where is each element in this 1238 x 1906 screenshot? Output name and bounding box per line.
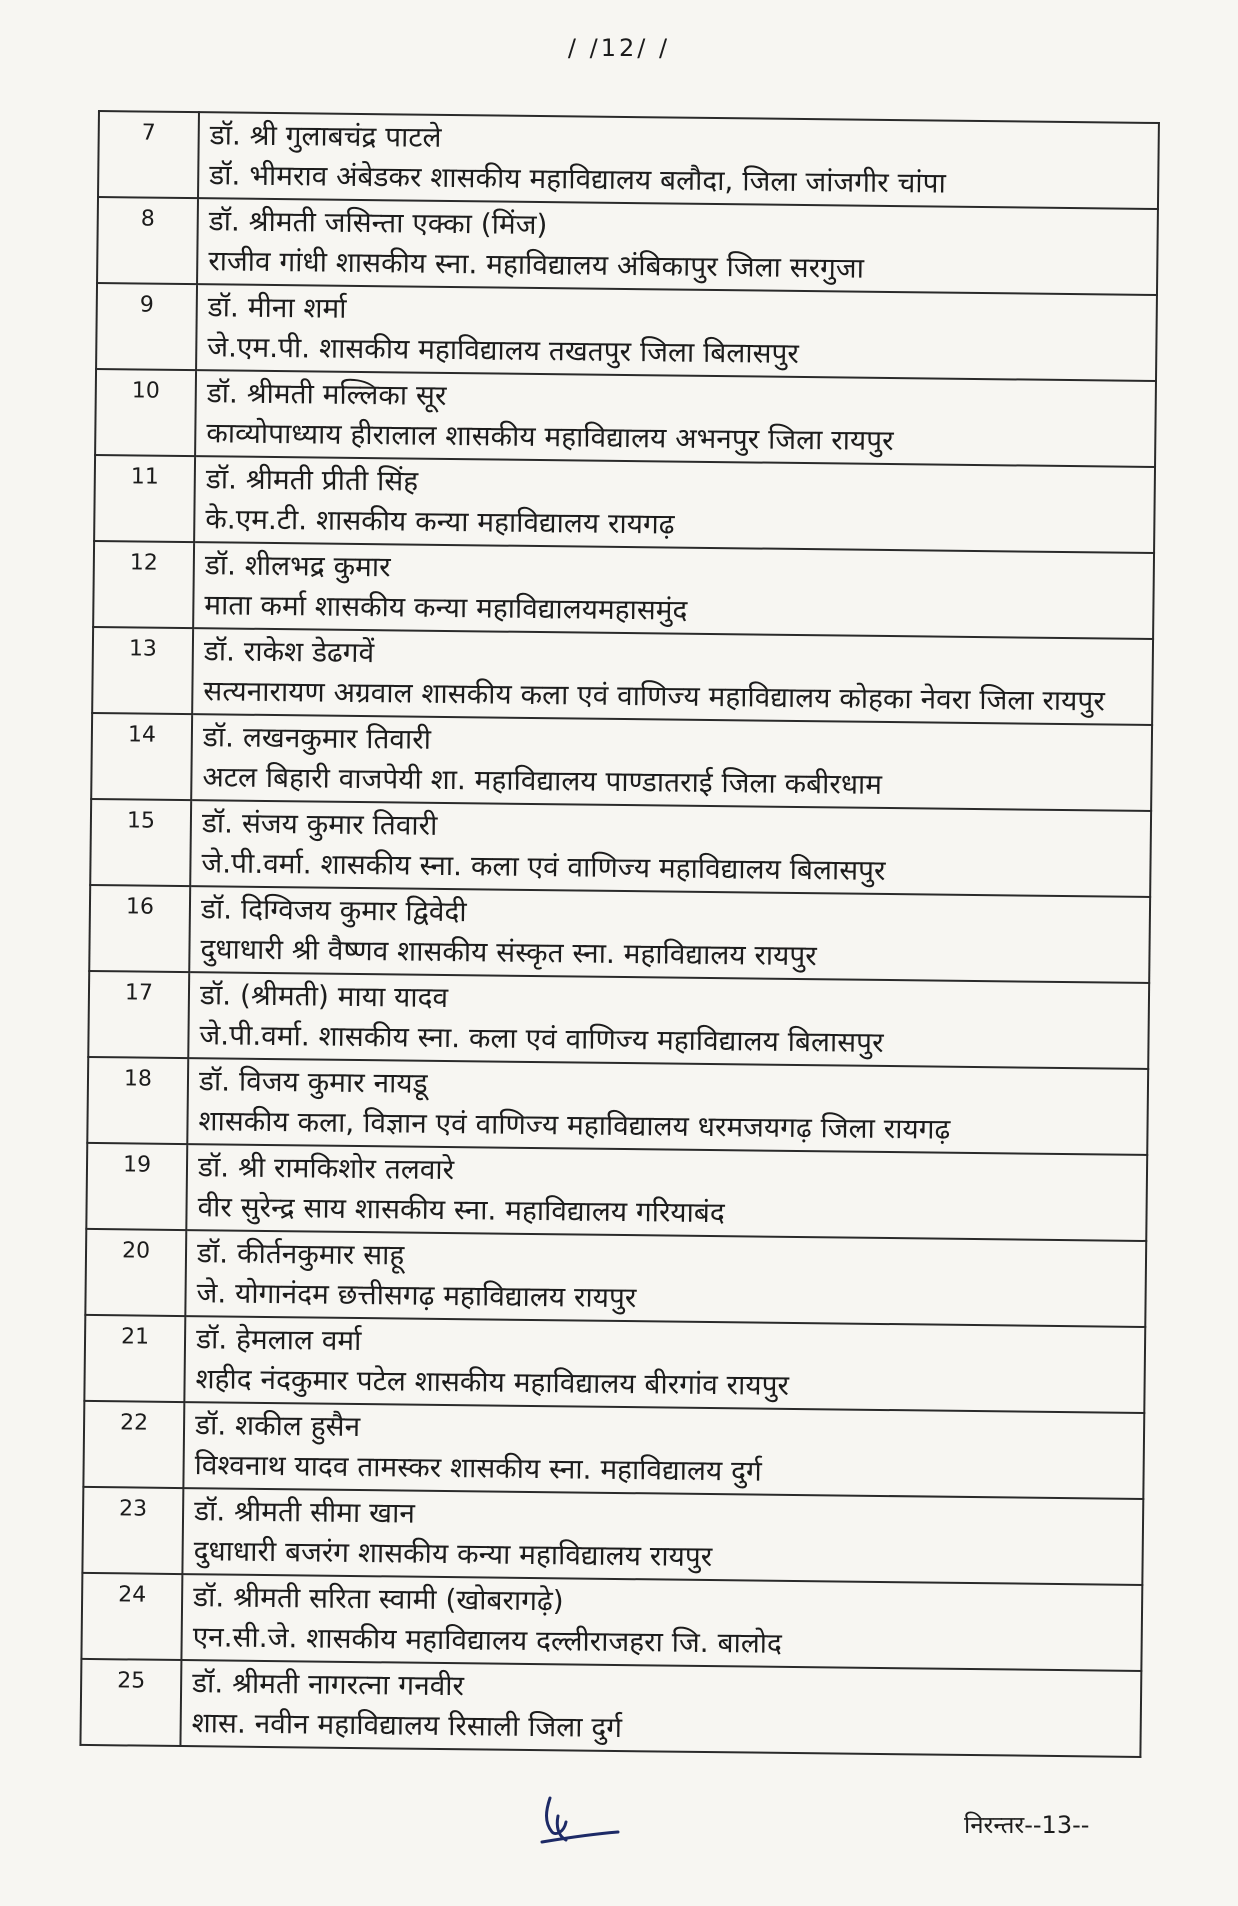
row-number: 11	[94, 455, 195, 542]
table-row	[89, 885, 1150, 983]
row-number: 23	[82, 1487, 183, 1574]
college-name: विश्वनाथ यादव तामस्कर शासकीय स्ना. महाविद्यालय दुर्ग	[194, 1448, 762, 1488]
table-row	[98, 111, 1159, 209]
continued-note: निरन्तर--13--	[964, 1811, 1090, 1839]
person-name: डॉ. दिग्विजय कुमार द्विवेदी	[200, 892, 467, 929]
college-name: जे.पी.वर्मा. शासकीय स्ना. कला एवं वाणिज्य महाविद्यालय बिलासपुर	[199, 1018, 884, 1059]
person-name: डॉ. श्रीमती सीमा खान	[193, 1494, 416, 1530]
table-row	[80, 1659, 1141, 1757]
table-row	[91, 713, 1152, 811]
college-name: सत्यनारायण अग्रवाल शासकीय कला एवं वाणिज्य महाविद्यालय कोहका नेवरा जिला रायपुर	[203, 674, 1105, 718]
row-number: 12	[93, 541, 194, 628]
table-row	[95, 369, 1156, 467]
row-number: 25	[80, 1659, 181, 1746]
college-name: दुधाधारी बजरंग शासकीय कन्या महाविद्यालय रायपुर	[193, 1534, 713, 1574]
person-name: डॉ. लखनकुमार तिवारी	[202, 720, 432, 756]
college-name: राजीव गांधी शासकीय स्ना. महाविद्यालय अंबिकापुर जिला सरगुजा	[208, 244, 865, 285]
person-name: डॉ. संजय कुमार तिवारी	[201, 806, 438, 842]
person-name: डॉ. श्रीमती सरिता स्वामी (खोबरागढ़े)	[192, 1580, 564, 1618]
table-row	[82, 1487, 1143, 1585]
row-number: 8	[97, 197, 198, 284]
row-number: 16	[89, 885, 190, 972]
person-name: डॉ. विजय कुमार नायडू	[198, 1064, 428, 1100]
nominee-table	[79, 110, 1159, 1758]
table-row	[88, 971, 1149, 1069]
row-number: 21	[84, 1315, 185, 1402]
table-row	[83, 1401, 1144, 1499]
row-number: 9	[96, 283, 197, 370]
college-name: माता कर्मा शासकीय कन्या महाविद्यालयमहासमुंद	[204, 588, 688, 627]
row-number: 17	[88, 971, 189, 1058]
college-name: जे. योगानंदम छत्तीसगढ़ महाविद्यालय रायपुर	[196, 1276, 637, 1315]
person-name: डॉ. मीना शर्मा	[207, 290, 347, 325]
row-number: 14	[91, 713, 192, 800]
table-row	[93, 541, 1154, 639]
page-number: / /12/ /	[567, 34, 671, 62]
row-number: 18	[87, 1057, 188, 1144]
person-name: डॉ. श्री रामकिशोर तलवारे	[197, 1150, 455, 1187]
person-name: डॉ. कीर्तनकुमार साहू	[196, 1236, 405, 1272]
table-row	[86, 1143, 1147, 1241]
college-name: वीर सुरेन्द्र साय शासकीय स्ना. महाविद्यालय गरियाबंद	[197, 1190, 725, 1230]
table-row	[87, 1057, 1148, 1155]
table-row	[96, 283, 1157, 381]
table-row	[85, 1229, 1146, 1327]
college-name: अटल बिहारी वाजपेयी शा. महाविद्यालय पाण्डातराई जिला कबीरधाम	[202, 760, 883, 801]
table-row	[84, 1315, 1145, 1413]
row-number: 24	[81, 1573, 182, 1660]
person-name: डॉ. हेमलाल वर्मा	[195, 1322, 362, 1358]
college-name: शासकीय कला, विज्ञान एवं वाणिज्य महाविद्यालय धरमजयगढ़ जिला रायगढ़	[198, 1104, 951, 1146]
person-name: डॉ. शकील हुसैन	[194, 1408, 361, 1444]
row-number: 13	[92, 627, 193, 714]
college-name: शहीद नंदकुमार पटेल शासकीय महाविद्यालय बीरगांव रायपुर	[195, 1362, 790, 1402]
table-row	[94, 455, 1155, 553]
row-number: 22	[83, 1401, 184, 1488]
table-row	[92, 627, 1153, 725]
person-name: डॉ. श्रीमती नागरत्ना गनवीर	[191, 1666, 465, 1703]
person-name: डॉ. राकेश डेढगवें	[203, 634, 375, 670]
college-name: एन.सी.जे. शासकीय महाविद्यालय दल्लीराजहरा जि. बालोद	[192, 1620, 783, 1660]
table-row	[81, 1573, 1142, 1671]
college-name: जे.एम.पी. शासकीय महाविद्यालय तखतपुर जिला बिलासपुर	[207, 330, 800, 370]
person-name: डॉ. श्रीमती प्रीती सिंह	[205, 462, 419, 498]
person-name: डॉ. श्रीमती जसिन्ता एक्का (मिंज)	[208, 204, 548, 242]
person-name: डॉ. (श्रीमती) माया यादव	[199, 978, 449, 1015]
college-name: काव्योपाध्याय हीरालाल शासकीय महाविद्यालय अभनपुर जिला रायपुर	[206, 416, 894, 458]
table-row	[90, 799, 1151, 897]
row-number: 10	[95, 369, 196, 456]
college-name: शास. नवीन महाविद्यालय रिसाली जिला दुर्ग	[191, 1706, 623, 1745]
college-name: के.एम.टी. शासकीय कन्या महाविद्यालय रायगढ़	[205, 502, 675, 541]
person-name: डॉ. श्रीमती मल्लिका सूर	[206, 376, 447, 412]
row-number: 7	[98, 111, 199, 198]
row-number: 19	[86, 1143, 187, 1230]
table-row	[97, 197, 1158, 295]
college-name: जे.पी.वर्मा. शासकीय स्ना. कला एवं वाणिज्य महाविद्यालय बिलासपुर	[201, 846, 886, 887]
row-number: 15	[90, 799, 191, 886]
row-number: 20	[85, 1229, 186, 1316]
college-name: दुधाधारी श्री वैष्णव शासकीय संस्कृत स्ना. महाविद्यालय रायपुर	[200, 932, 817, 973]
signature	[536, 1792, 626, 1852]
college-name: डॉ. भीमराव अंबेडकर शासकीय महाविद्यालय बलौदा, जिला जांजगीर चांपा	[209, 158, 947, 200]
person-name: डॉ. शीलभद्र कुमार	[204, 548, 391, 584]
person-name: डॉ. श्री गुलाबचंद्र पाटले	[209, 118, 442, 154]
